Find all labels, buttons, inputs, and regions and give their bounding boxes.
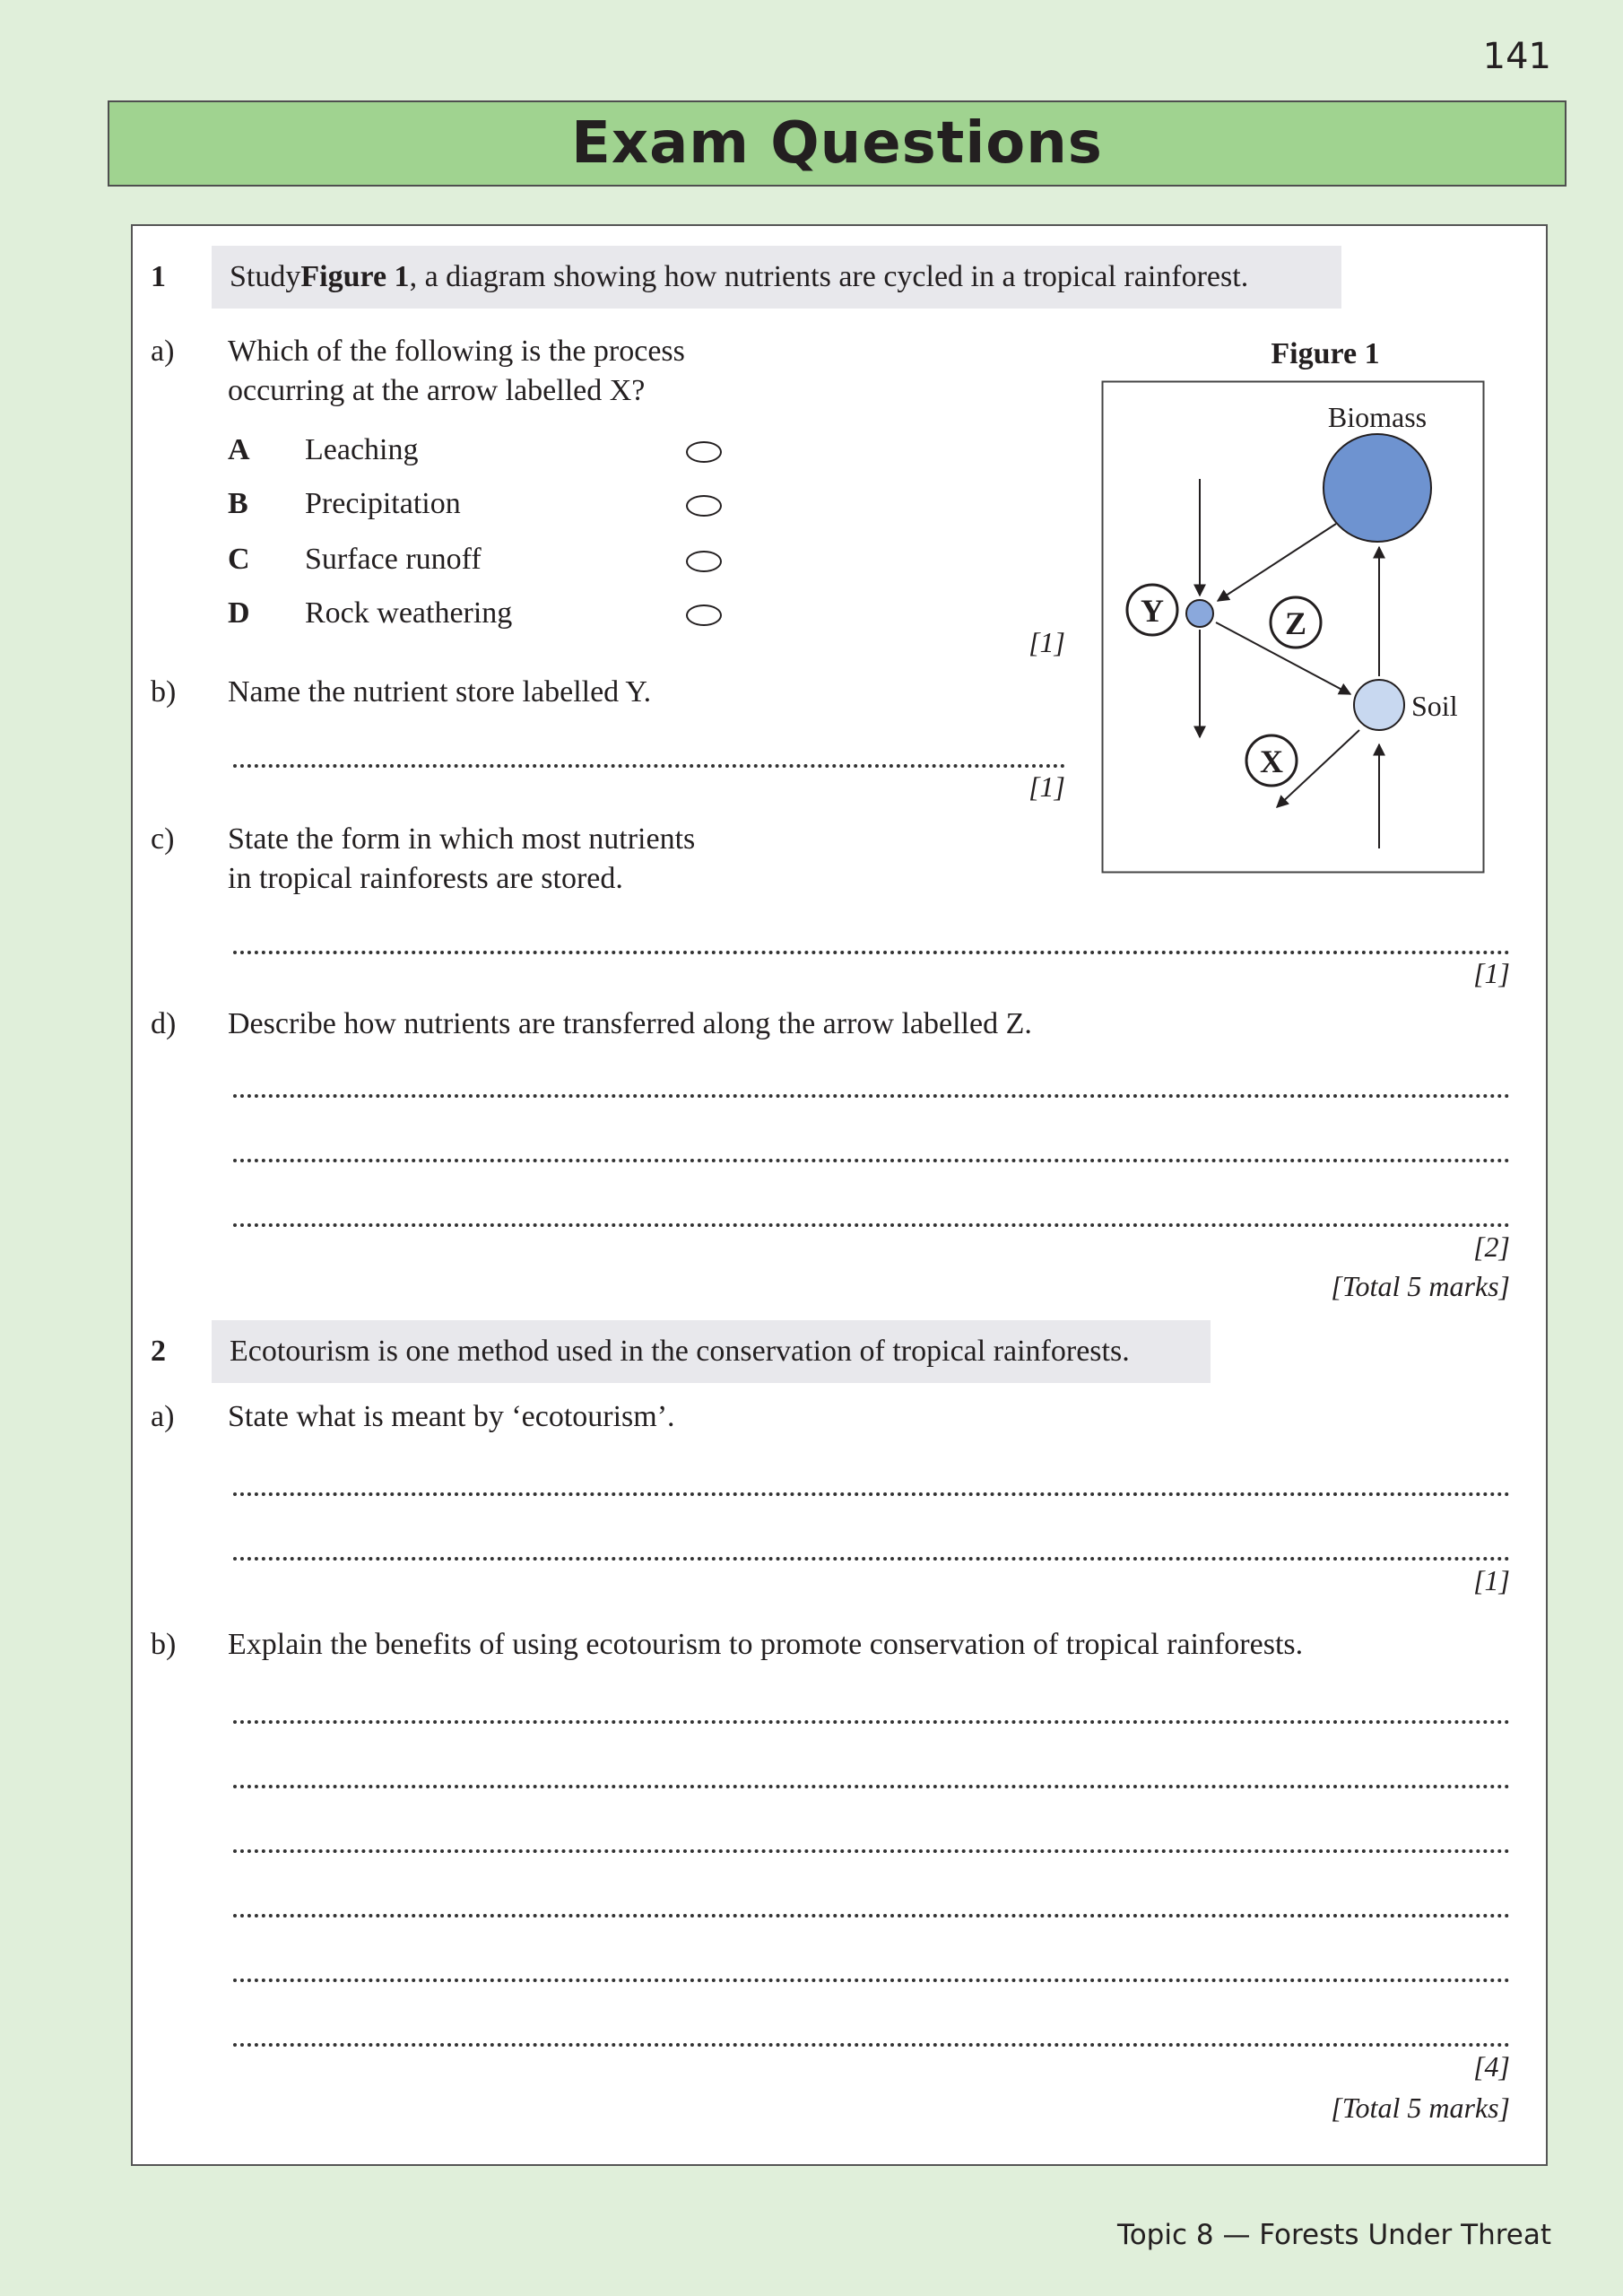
q1c-marks: [1] bbox=[1473, 957, 1510, 989]
page-title: Exam Questions bbox=[571, 110, 1103, 177]
soil-label: Soil bbox=[1411, 690, 1458, 722]
option-a-text: Leaching bbox=[305, 433, 419, 466]
q1c-line2: in tropical rainforests are stored. bbox=[228, 862, 623, 895]
q2b-answer-line-4[interactable] bbox=[233, 1914, 1510, 1918]
q2-stem bbox=[212, 1320, 1211, 1383]
q1a-line2: occurring at the arrow labelled X? bbox=[228, 374, 646, 407]
q2a-answer-line-1[interactable] bbox=[233, 1492, 1510, 1496]
q1-stem-figure-ref: Figure 1 bbox=[300, 260, 410, 293]
q1b-marks: [1] bbox=[1028, 770, 1065, 803]
litter-node bbox=[1186, 600, 1213, 627]
label-x: X bbox=[1260, 744, 1283, 779]
label-y: Y bbox=[1141, 593, 1164, 629]
header-banner bbox=[108, 100, 1567, 187]
q1-stem bbox=[212, 246, 1341, 309]
q1c-answer-line[interactable] bbox=[233, 951, 1510, 954]
q1d-answer-line-1[interactable] bbox=[233, 1094, 1510, 1098]
option-c-text: Surface runoff bbox=[305, 543, 482, 576]
q1b-label: b) bbox=[151, 675, 177, 709]
question-box bbox=[131, 224, 1548, 2166]
footer-topic: Topic 8 — Forests Under Threat bbox=[1117, 2219, 1551, 2251]
option-c-letter: C bbox=[228, 543, 250, 576]
q1-stem-pre: Study bbox=[230, 260, 301, 293]
q1d-answer-line-3[interactable] bbox=[233, 1223, 1510, 1227]
option-d-letter: D bbox=[228, 596, 250, 630]
q1-number: 1 bbox=[151, 260, 166, 293]
q2a-marks: [1] bbox=[1473, 1564, 1510, 1596]
option-a-bubble[interactable] bbox=[686, 441, 722, 463]
biomass-label: Biomass bbox=[1327, 401, 1428, 433]
q2a-answer-line-2[interactable] bbox=[233, 1557, 1510, 1561]
option-c-bubble[interactable] bbox=[686, 551, 722, 572]
option-b-letter: B bbox=[228, 487, 248, 520]
q1b-answer-line[interactable] bbox=[233, 764, 1065, 768]
option-b-bubble[interactable] bbox=[686, 495, 722, 517]
option-d-text: Rock weathering bbox=[305, 596, 513, 630]
q1a-line1: Which of the following is the process bbox=[228, 335, 685, 368]
biomass-node bbox=[1324, 434, 1431, 542]
q1b-text: Name the nutrient store labelled Y. bbox=[228, 675, 652, 709]
q2b-answer-line-2[interactable] bbox=[233, 1785, 1510, 1788]
soil-node bbox=[1354, 680, 1404, 730]
q1d-answer-line-2[interactable] bbox=[233, 1159, 1510, 1162]
q2-total-marks: [Total 5 marks] bbox=[1331, 2092, 1510, 2124]
label-z: Z bbox=[1284, 605, 1307, 641]
q2-stem-text: Ecotourism is one method used in the conservation of tropical rainforests. bbox=[230, 1335, 1130, 1368]
q2b-label: b) bbox=[151, 1628, 177, 1661]
q1a-label: a) bbox=[151, 335, 175, 368]
q2a-label: a) bbox=[151, 1400, 175, 1433]
q2-number: 2 bbox=[151, 1335, 166, 1368]
option-d-bubble[interactable] bbox=[686, 604, 722, 626]
q1c-label: c) bbox=[151, 822, 175, 856]
figure1-diagram bbox=[1101, 380, 1487, 875]
q1-stem-post: , a diagram showing how nutrients are cycled in a tropical rainforest. bbox=[409, 260, 1249, 293]
q2a-text: State what is meant by ‘ecotourism’. bbox=[228, 1400, 675, 1433]
q1-total-marks: [Total 5 marks] bbox=[1331, 1270, 1510, 1302]
q1a-marks: [1] bbox=[1028, 626, 1065, 658]
q1d-text: Describe how nutrients are transferred along the arrow labelled Z. bbox=[228, 1007, 1032, 1040]
q2b-answer-line-5[interactable] bbox=[233, 1979, 1510, 1982]
q1d-label: d) bbox=[151, 1007, 177, 1040]
q2b-answer-line-3[interactable] bbox=[233, 1849, 1510, 1853]
q2b-marks: [4] bbox=[1473, 2050, 1510, 2083]
q2b-answer-line-6[interactable] bbox=[233, 2043, 1510, 2047]
option-b-text: Precipitation bbox=[305, 487, 461, 520]
q2b-text: Explain the benefits of using ecotourism to promote conservation of tropical rainforests. bbox=[228, 1628, 1304, 1661]
option-a-letter: A bbox=[228, 433, 250, 466]
q1c-line1: State the form in which most nutrients bbox=[228, 822, 696, 856]
figure1-title: Figure 1 bbox=[1271, 337, 1380, 370]
q2b-answer-line-1[interactable] bbox=[233, 1720, 1510, 1724]
page-number: 141 bbox=[1482, 36, 1551, 77]
q1d-marks: [2] bbox=[1473, 1231, 1510, 1263]
